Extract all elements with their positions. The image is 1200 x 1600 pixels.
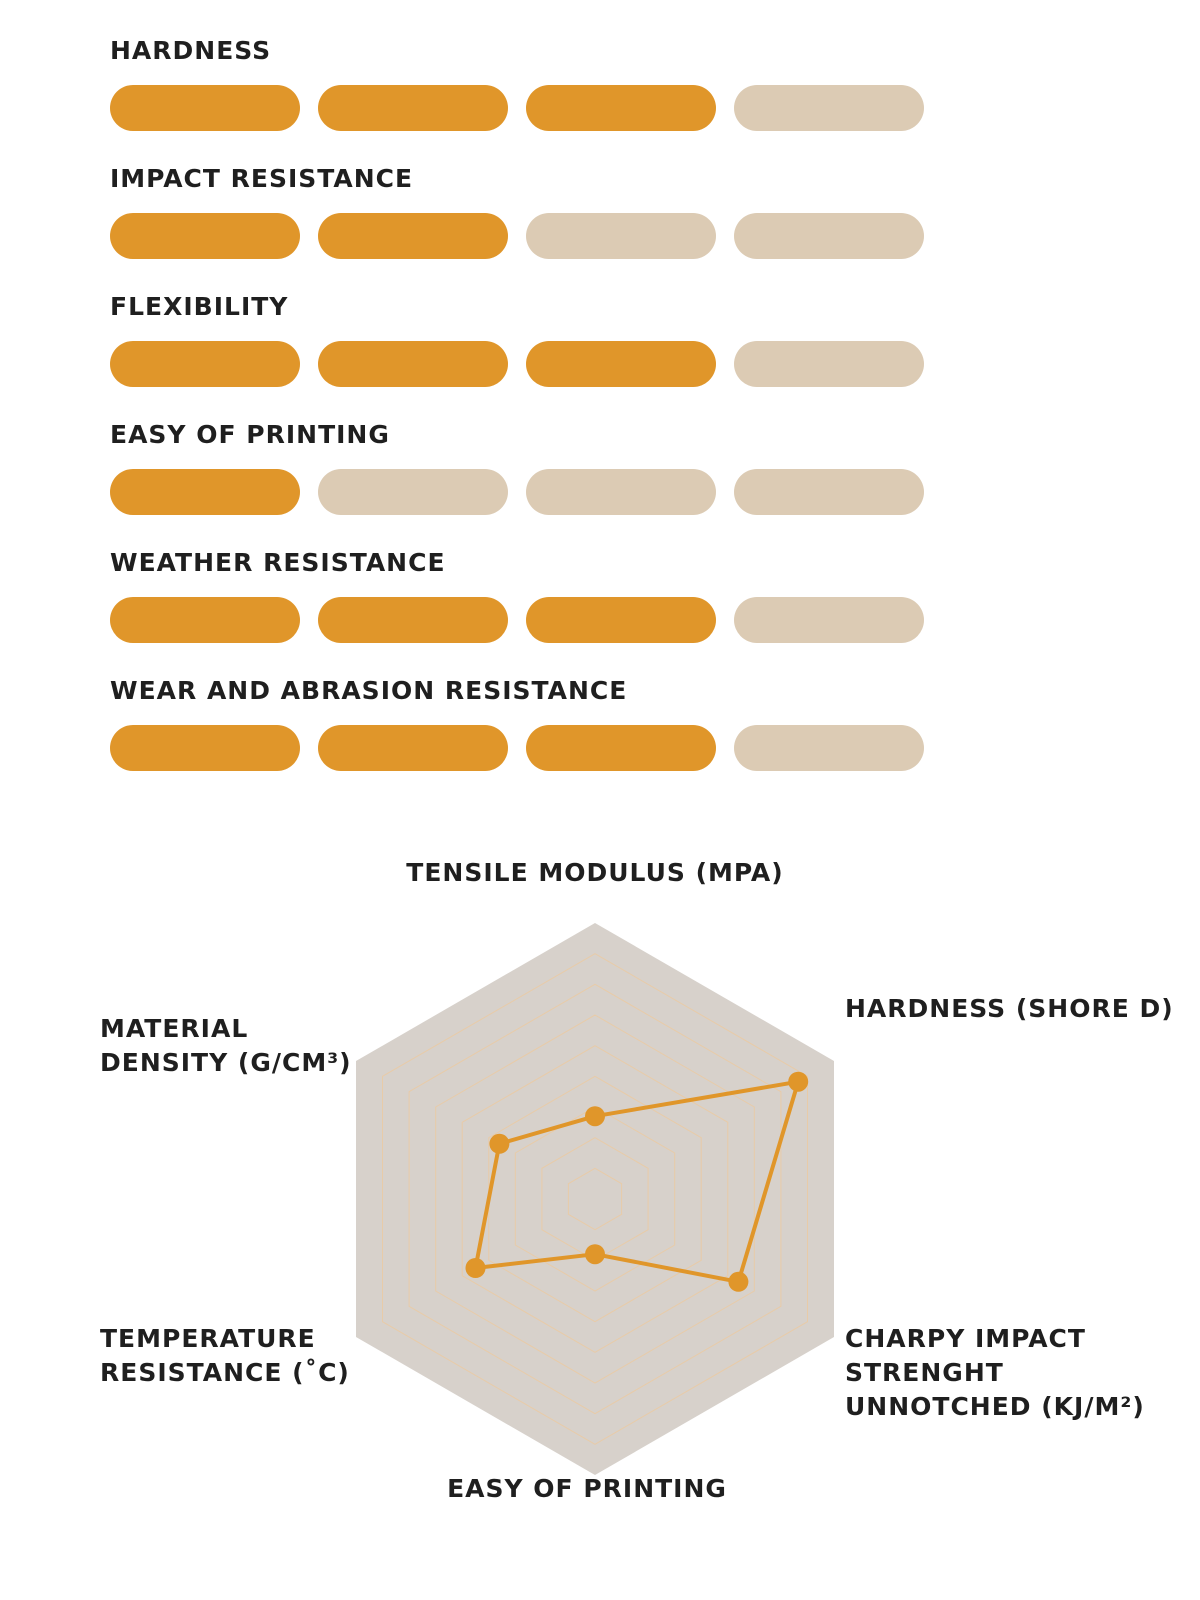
rating-label: WEAR AND ABRASION RESISTANCE	[110, 676, 628, 705]
rating-segment-filled	[318, 597, 508, 643]
rating-segment-empty	[734, 725, 924, 771]
radar-axis-label-line: DENSITY (G/CM³)	[100, 1048, 352, 1077]
rating-segment-filled	[318, 341, 508, 387]
radar-axis-label	[845, 992, 1174, 1026]
rating-segment-filled	[110, 597, 300, 643]
radar-point	[585, 1244, 605, 1264]
rating-segment-filled	[110, 725, 300, 771]
radar-axis-label-line: TEMPERATURE	[100, 1324, 316, 1353]
rating-segment-empty	[526, 469, 716, 515]
rating-segment-filled	[318, 213, 508, 259]
radar-point	[466, 1258, 486, 1278]
radar-point	[728, 1272, 748, 1292]
radar-axis-label-line: CHARPY IMPACT	[845, 1324, 1086, 1353]
radar-point	[489, 1134, 509, 1154]
rating-segment-filled	[526, 725, 716, 771]
rating-segment-filled	[318, 85, 508, 131]
rating-segment-filled	[110, 469, 300, 515]
radar-point	[788, 1072, 808, 1092]
radar-axis-label-line: EASY OF PRINTING	[447, 1474, 727, 1503]
rating-label: IMPACT RESISTANCE	[110, 164, 414, 193]
rating-segment-empty	[734, 213, 924, 259]
rating-segment-empty	[734, 341, 924, 387]
rating-segment-empty	[734, 85, 924, 131]
rating-segment-empty	[318, 469, 508, 515]
rating-label: EASY OF PRINTING	[110, 420, 390, 449]
radar-axis-label	[845, 1322, 1145, 1424]
radar-axis-label	[406, 856, 783, 890]
rating-segment-filled	[110, 341, 300, 387]
rating-segment-filled	[526, 597, 716, 643]
rating-segment-empty	[526, 213, 716, 259]
rating-segment-empty	[734, 597, 924, 643]
rating-segment-filled	[526, 85, 716, 131]
radar-axis-label	[447, 1472, 727, 1506]
radar-axis-label-line: RESISTANCE (˚C)	[100, 1358, 350, 1387]
radar-axis-label-line: STRENGHT	[845, 1358, 1004, 1387]
radar-axis-label	[100, 1012, 352, 1080]
rating-segment-filled	[526, 341, 716, 387]
radar-axis-label-line: MATERIAL	[100, 1014, 249, 1043]
radar-axis-label-line: HARDNESS (SHORE D)	[845, 994, 1174, 1023]
rating-segment-empty	[734, 469, 924, 515]
rating-segment-filled	[110, 85, 300, 131]
rating-segment-filled	[318, 725, 508, 771]
radar-axis-label	[100, 1322, 350, 1390]
rating-label: FLEXIBILITY	[110, 292, 289, 321]
rating-label: HARDNESS	[110, 36, 272, 65]
rating-label: WEATHER RESISTANCE	[110, 548, 446, 577]
radar-axis-label-line: UNNOTCHED (KJ/M²)	[845, 1392, 1145, 1421]
radar-point	[585, 1106, 605, 1126]
rating-segment-filled	[110, 213, 300, 259]
radar-axis-label-line: TENSILE MODULUS (MPA)	[406, 858, 784, 887]
